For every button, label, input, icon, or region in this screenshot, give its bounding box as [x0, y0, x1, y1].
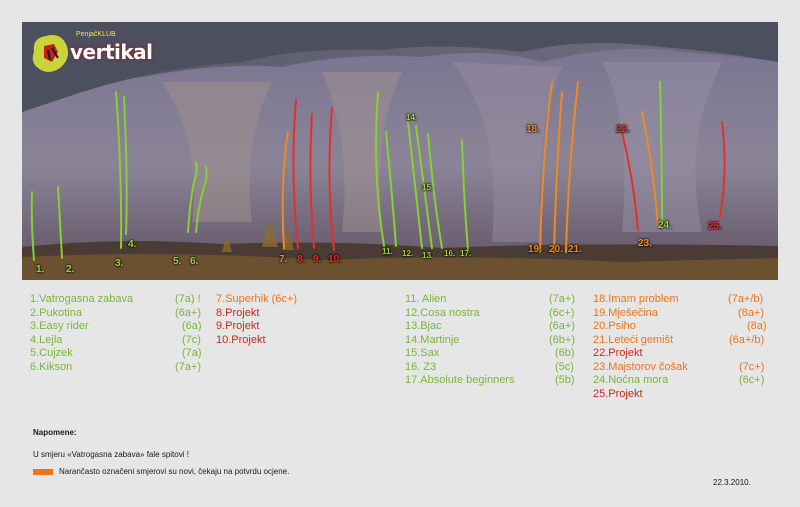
route-grade: (7a+) [549, 293, 575, 305]
route-grade: (5b) [555, 374, 575, 386]
route-name: 15.Sax [405, 347, 440, 359]
route-entry [593, 293, 778, 307]
route-label-23: 23. [638, 238, 652, 249]
route-entry [30, 347, 208, 361]
route-name: 17.Absolute beginners [405, 374, 515, 386]
route-label-3: 3. [115, 258, 124, 269]
route-entry [30, 293, 208, 307]
route-name: 4.Lejla [30, 333, 63, 346]
route-entry [593, 361, 778, 375]
route-label-1: 1. [36, 264, 45, 275]
route-entry [593, 374, 778, 388]
crag-photo [22, 22, 778, 280]
route-entry [593, 388, 778, 402]
route-grade: (6a+) [175, 306, 201, 319]
route-grade: (7a) ! [175, 293, 201, 305]
route-entry [216, 320, 366, 334]
route-name: 14.Martinje [405, 333, 460, 346]
route-grade: (7a) [182, 347, 202, 359]
route-grade: (6a+/b) [729, 333, 765, 346]
route-label-11: 11. [382, 247, 393, 256]
notes-line-1: U smjeru «Vatrogasna zabava» fale spitovi ! [33, 450, 189, 459]
route-entry [216, 334, 366, 348]
route-name: 13.Bjac [405, 320, 442, 332]
route-entry [216, 307, 366, 321]
route-legend-col-2 [216, 293, 366, 347]
route-entry [405, 374, 585, 388]
route-grade: (5c) [555, 360, 574, 373]
route-entry [593, 347, 778, 361]
route-name: 16. Z3 [405, 360, 437, 373]
route-label-20: 20. [549, 244, 563, 255]
route-label-4: 4. [128, 239, 137, 250]
route-name: 19.Mješečina [593, 306, 658, 319]
route-entry [30, 320, 208, 334]
date-stamp: 22.3.2010. [713, 478, 751, 487]
route-name: 21.Leteći gemišt [593, 333, 674, 346]
route-label-15: 15. [422, 183, 434, 192]
logo-subtitle: PenjačKLUB [76, 31, 116, 38]
route-grade: (6b+) [549, 333, 575, 346]
route-name: 6.Kikson [30, 360, 73, 373]
route-grade: (6b) [555, 347, 575, 359]
notes-line-2: Narančasto označeni smjerovi su novi, čekaju na potvrdu ocjene. [59, 467, 290, 476]
route-entry [30, 307, 208, 321]
route-label-25: 25. [708, 221, 722, 232]
route-label-22: 22. [616, 124, 630, 135]
route-label-9: 9. [313, 254, 322, 265]
route-label-10: 10. [328, 254, 342, 265]
route-entry [30, 334, 208, 348]
route-entry [405, 307, 585, 321]
route-grade: (7c+) [739, 360, 765, 373]
route-entry [216, 293, 366, 307]
route-name: 20.Psiho [593, 320, 636, 332]
route-label-13: 13. [422, 251, 434, 260]
route-label-21: 21. [568, 244, 582, 255]
route-label-6: 6. [190, 256, 199, 267]
route-name: 2.Pukotina [30, 306, 82, 319]
notes-line-2-row [33, 467, 289, 476]
route-label-8: 8. [297, 254, 306, 265]
route-entry [405, 361, 585, 375]
route-name: 10.Projekt [216, 333, 266, 346]
route-entry [405, 347, 585, 361]
route-name: 9.Projekt [216, 320, 260, 332]
route-label-18: 18. [526, 124, 540, 135]
route-name: 1.Vatrogasna zabava [30, 293, 134, 305]
route-name: 11. Alien [405, 293, 447, 305]
route-name: 23.Majstorov čošak [593, 360, 688, 373]
route-name: 3.Easy rider [30, 320, 89, 332]
logo-splash-icon [30, 30, 70, 76]
route-name: 24.Noćna mora [593, 374, 669, 386]
route-label-7: 7. [279, 254, 288, 265]
route-label-12: 12. [402, 249, 414, 258]
route-name: 25.Projekt [593, 387, 643, 400]
route-entry [593, 334, 778, 348]
route-grade: (6c+) [549, 306, 575, 319]
notes-title: Napomene: [33, 428, 77, 437]
club-logo [30, 30, 153, 76]
route-entry [593, 307, 778, 321]
route-label-17: 17. [460, 249, 472, 258]
route-grade: (8a) [747, 320, 767, 332]
route-entry [405, 293, 585, 307]
route-label-24: 24. [658, 220, 672, 231]
route-legend-col-4 [593, 293, 778, 401]
route-legend-col-1 [30, 293, 208, 374]
route-grade: (7a+/b) [728, 293, 764, 305]
route-name: 22.Projekt [593, 347, 643, 359]
route-entry [405, 320, 585, 334]
route-entry [593, 320, 778, 334]
route-grade: (6c+) [739, 374, 765, 386]
route-grade: (6a+) [549, 320, 575, 332]
route-grade: (8a+) [738, 306, 764, 319]
logo-name: vertikal [70, 40, 153, 64]
notes-section [33, 428, 289, 476]
route-name: 8.Projekt [216, 306, 260, 319]
route-label-2: 2. [66, 264, 75, 275]
route-label-14: 14. [406, 113, 418, 122]
route-name: 12.Cosa nostra [405, 306, 480, 319]
route-entry [30, 361, 208, 375]
route-label-16: 16. [444, 249, 456, 258]
orange-swatch-icon [33, 469, 53, 475]
route-grade: (7c) [182, 333, 201, 346]
route-name: 7.Superhik (6c+) [216, 293, 298, 305]
route-legend-col-3 [405, 293, 585, 388]
route-name: 18.Imam problem [593, 293, 679, 305]
route-label-19: 19. [528, 244, 542, 255]
route-grade: (7a+) [175, 360, 201, 373]
route-label-5: 5. [173, 256, 182, 267]
route-name: 5.Cujzek [30, 347, 73, 359]
route-grade: (6a) [182, 320, 202, 332]
route-entry [405, 334, 585, 348]
